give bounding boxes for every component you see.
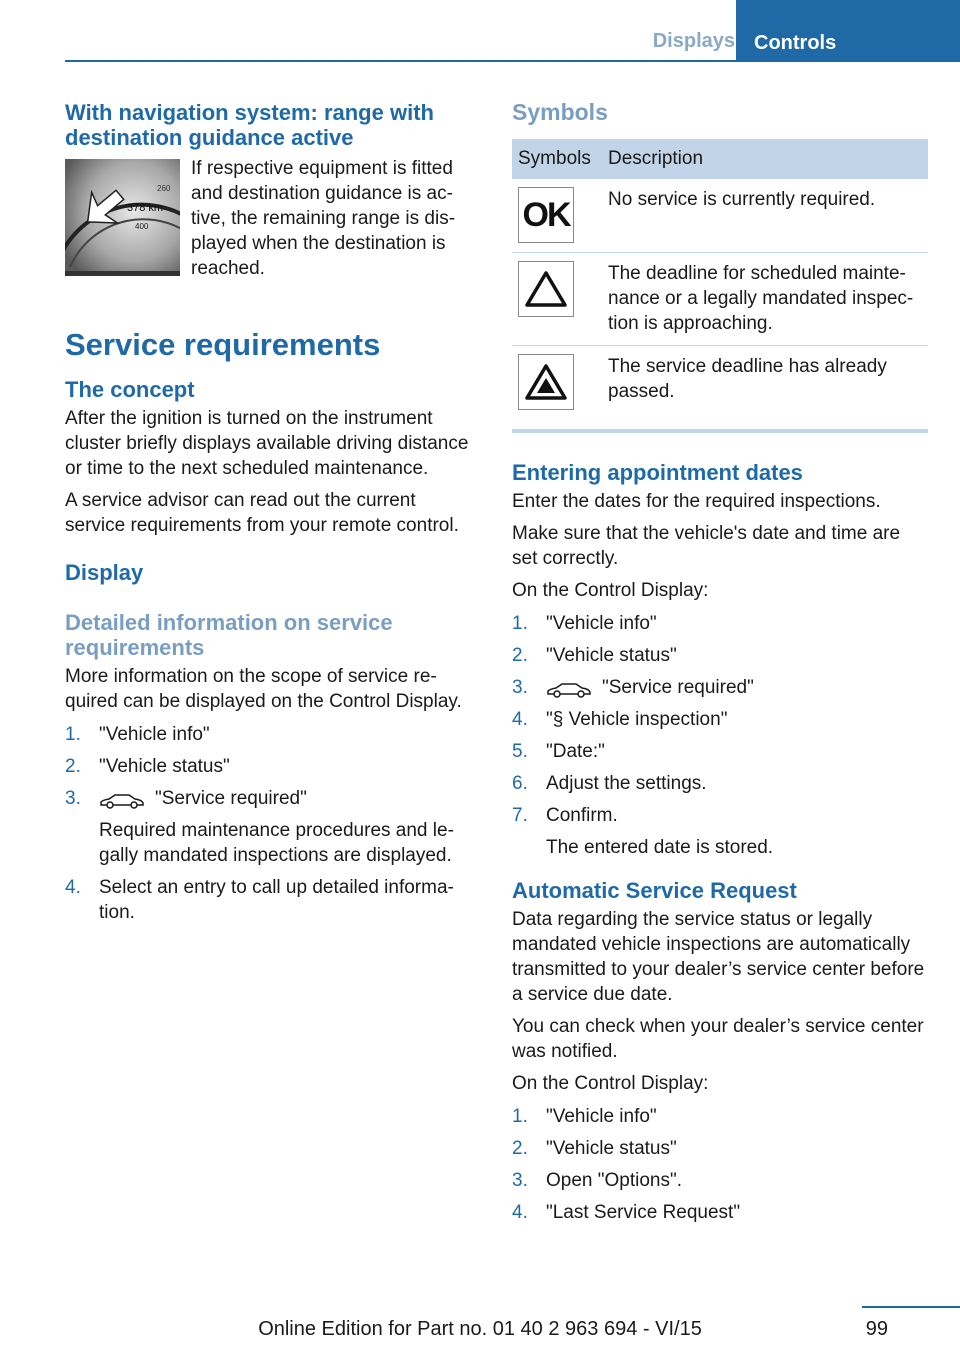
symbols-table	[512, 139, 928, 419]
asr-paragraph-2: You can check when your dealer’s service center was notified.	[512, 1016, 924, 1062]
detail-paragraph: More information on the scope of service required can be displayed on the Control Display.	[65, 666, 462, 712]
concept-paragraph-1: After the ignition is turned on the instrument cluster briefly displays available driving distance or time to the next scheduled maintenance.	[65, 408, 469, 479]
list-item: 4. "Last Service Request"	[512, 1202, 741, 1223]
svg-text:378 km: 378 km	[127, 202, 164, 214]
asr-heading: Automatic Service Request	[512, 878, 797, 903]
appointment-paragraph-1: Enter the dates for the required inspections.	[512, 491, 881, 512]
table-header-row	[512, 139, 928, 179]
list-item: 6. Adjust the settings.	[512, 773, 707, 794]
footer-rule	[862, 1306, 960, 1308]
list-item: 4. "§ Vehicle inspection"	[512, 709, 728, 730]
list-item: 1. "Vehicle info"	[65, 724, 210, 745]
list-item: 5. "Date:"	[512, 741, 605, 762]
symbols-heading: Symbols	[512, 99, 608, 125]
edition-footer: Online Edition for Part no. 01 40 2 963 694 - VI/15	[258, 1318, 702, 1340]
left-column	[65, 100, 473, 932]
list-item: 2. "Vehicle status"	[512, 1138, 677, 1159]
page-number: 99	[865, 1318, 888, 1340]
list-item: 3. Open "Options".	[512, 1170, 683, 1191]
table-row: OK No service is currently required.	[512, 179, 928, 253]
display-steps-list	[65, 722, 473, 925]
list-item: 1. "Vehicle info"	[512, 613, 657, 634]
asr-paragraph-3: On the Control Display:	[512, 1073, 709, 1094]
section-title: Service requirements	[65, 327, 381, 362]
asr-paragraph-1: Data regarding the service status or legally mandated vehicle inspections are automatically transmitted to your dealer’s service center before a service due date.	[512, 909, 925, 1005]
appointment-paragraph-3: On the Control Display:	[512, 580, 709, 601]
tab-displays[interactable]: Displays	[652, 30, 735, 52]
table-row: The deadline for scheduled maintenance or a legally mandated inspection is approaching.	[512, 253, 928, 346]
detail-heading: Detailed information on service requirements	[65, 610, 393, 660]
list-item: 1. "Vehicle info"	[512, 1106, 657, 1127]
list-item: 7. Confirm. The entered date is stored.	[512, 805, 774, 858]
list-item: 3. "Service required"	[512, 677, 754, 698]
col-symbols-header: Symbols	[512, 139, 600, 179]
svg-text:400: 400	[135, 222, 149, 231]
right-column	[512, 100, 928, 1232]
nav-range-block	[65, 156, 473, 281]
warning-triangle-filled-icon	[518, 354, 574, 410]
ok-icon: OK	[518, 187, 574, 243]
list-item: 3. "Service required" Required maintenance procedures and legally mandated inspections are displayed.	[65, 788, 454, 866]
svg-text:260: 260	[157, 184, 171, 193]
list-item: 2. "Vehicle status"	[65, 756, 230, 777]
appointment-paragraph-2: Make sure that the vehicle's date and time are set correctly.	[512, 523, 901, 569]
table-end-rule	[512, 429, 928, 433]
page-header	[65, 0, 960, 62]
car-icon	[99, 791, 145, 807]
appointment-heading: Entering appointment dates	[512, 460, 803, 485]
concept-paragraph-2: A service advisor can read out the current service requirements from your remote control.	[65, 490, 459, 536]
display-heading: Display	[65, 560, 144, 585]
nav-range-text: If respective equipment is fitted and destination guidance is active, the remaining range is displayed when the destination is reached.	[191, 158, 456, 279]
nav-range-heading: With navigation system: range with destination guidance active	[65, 100, 434, 150]
appointment-steps-list	[512, 611, 928, 860]
list-item: 2. "Vehicle status"	[512, 645, 677, 666]
list-item: 4. Select an entry to call up detailed information.	[65, 877, 454, 923]
table-row: The service deadline has already passed.	[512, 346, 928, 420]
car-icon	[546, 680, 592, 696]
tab-controls[interactable]: Controls	[736, 0, 960, 62]
header-rule	[65, 60, 960, 62]
range-gauge-image	[65, 159, 180, 276]
concept-heading: The concept	[65, 377, 195, 402]
asr-steps-list	[512, 1104, 928, 1225]
warning-triangle-icon	[518, 261, 574, 317]
col-description-header: Description	[600, 139, 928, 179]
